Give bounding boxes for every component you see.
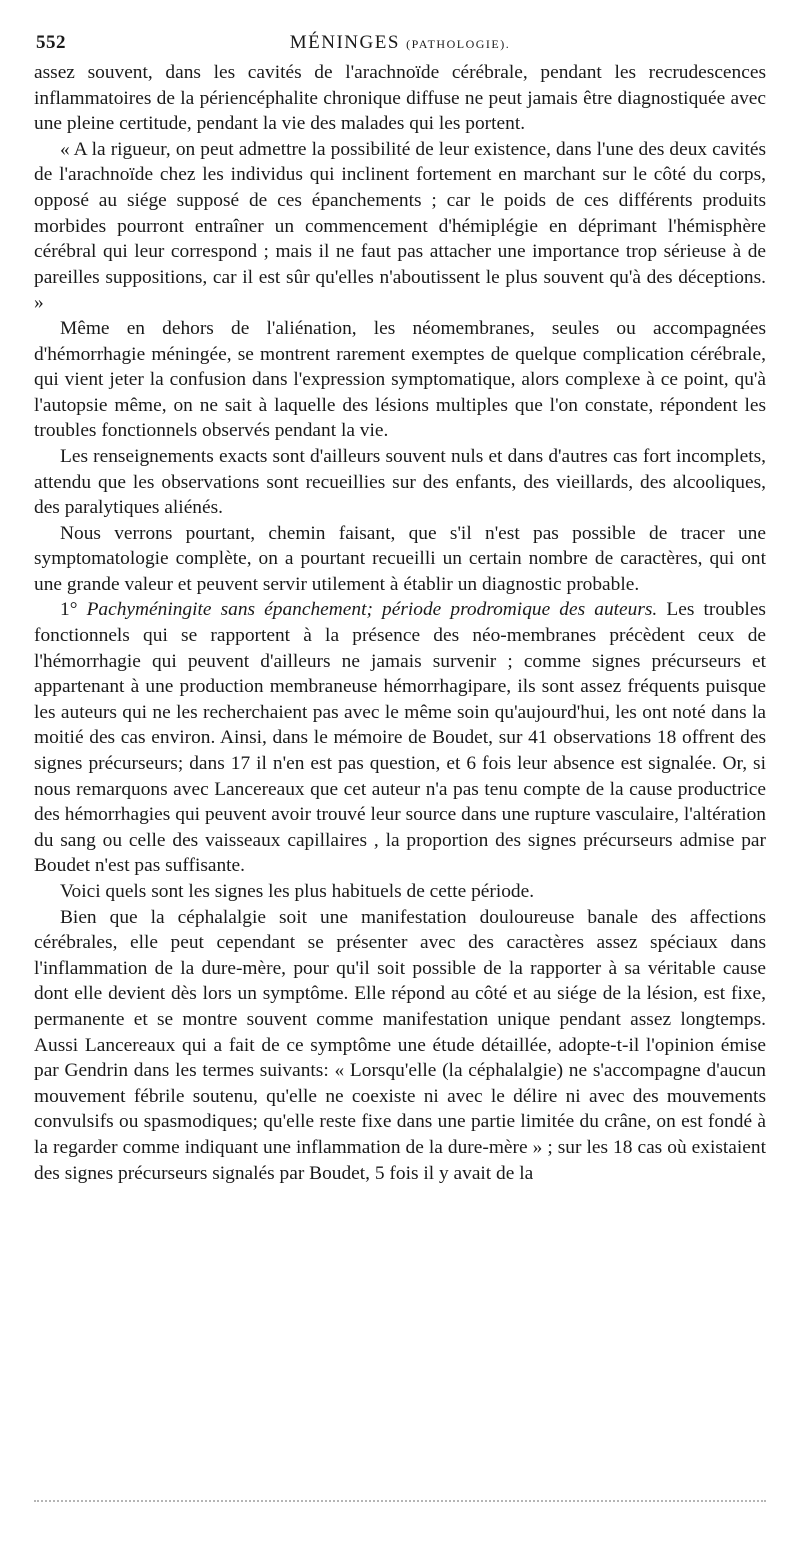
running-head [34, 26, 766, 60]
paragraph: Même en dehors de l'aliénation, les néomembranes, seules ou accompagnées d'hémorrhagie méningée, se montrent rarement exemptes de quelque complication cérébrale, qui vient jeter la confusion dans l'expression symptomatique, alors complexe à ce point, qu'à l'autopsie même, on ne sait à laquelle des lésions multiples que l'on constate, répondent les troubles fonctionnels observés pendant la vie. [34, 317, 766, 442]
section-paragraph [34, 597, 766, 879]
heading-title: MÉNINGES [289, 32, 400, 53]
page-heading [34, 32, 766, 54]
body-text [34, 60, 766, 1186]
book-page [34, 26, 766, 1186]
paragraph: Voici quels sont les signes les plus habituels de cette période. [60, 881, 535, 902]
section-text: Les troubles fonctionnels qui se rapportent à la présence des néo-membranes précèdent ceux de l'hémorrhagie qui peuvent d'ailleurs ne jamais survenir ; comme signes précurseurs et appartenant à une production membraneuse hémorrhagipare, ils sont assez fréquents puisque les auteurs qui ne les recherchaient pas avec le même soin qu'aujourd'hui, les ont noté dans la moitié des cas environ. Ainsi, dans le mémoire de Boudet, sur 41 observations 18 offrent des signes précurseurs; dans 17 il n'en est pas question, et 6 fois leur absence est signalée. Or, si nous remarquons avec Lancereaux que cet auteur n'a pas tenu compte de la cause productrice des hémorrhagies qui peuvent avoir trouvé leur source dans une rupture vasculaire, l'altération du sang ou celle des vaisseaux capillaires , la proportion des signes précurseurs admise par Boudet n'est pas suffisante. [34, 599, 766, 877]
footer-divider [34, 1500, 766, 1502]
section-number: 1° [60, 599, 78, 621]
paragraph: assez souvent, dans les cavités de l'arachnoïde cérébrale, pendant les recrudescences inflammatoires de la périencéphalite chronique diffuse ne peut jamais être diagnostiquée avec une pleine certitude, pendant la vie des malades qui les portent. [34, 62, 766, 135]
page-number: 552 [36, 32, 66, 53]
paragraph: Bien que la céphalalgie soit une manifestation douloureuse banale des affections cérébrales, elle peut cependant se présenter avec des caractères assez spéciaux dans l'inflammation de la dure-mère, pour qu'il soit possible de la rapporter à sa véritable cause dont elle devient dès lors un symptôme. Elle répond au côté et au siége de la lésion, est fixe, permanente et se montre souvent comme manifestation unique pendant assez longtemps. Aussi Lancereaux qui a fait de ce symptôme une étude détaillée, adopte-t-il l'opinion émise par Gendrin dans les termes suivants: « Lorsqu'elle (la céphalalgie) ne s'accompagne d'aucun mouvement fébrile soutenu, qu'elle ne coexiste ni avec le délire ni avec des mouvements convulsifs ou spasmodiques; qu'elle reste fixe dans une partie limitée du crâne, on est fondé à la regarder comme indiquant une inflammation de la dure-mère » ; sur les 18 cas où existaient des signes précurseurs signalés par Boudet, 5 fois il y avait de la [34, 906, 766, 1184]
section-heading: Pachyméningite sans épanchement; période prodromique des auteurs. [86, 599, 658, 621]
paragraph: Nous verrons pourtant, chemin faisant, que s'il n'est pas possible de tracer une symptomatologie complète, on a pourtant recueilli un certain nombre de caractères, qui ont une grande valeur et peuvent servir utilement à établir un diagnostic probable. [34, 522, 766, 595]
paragraph: Les renseignements exacts sont d'ailleurs souvent nuls et dans d'autres cas fort incomplets, attendu que les observations sont recueillies sur des enfants, des vieillards, des alcooliques, des paralytiques aliénés. [34, 445, 766, 519]
paragraph: « A la rigueur, on peut admettre la possibilité de leur existence, dans l'une des deux cavités de l'arachnoïde chez les individus qui inclinent fortement en marchant sur le côté du corps, opposé au siége supposé de ces épanchements ; car le poids de ces différents produits morbides pourront entraîner un commencement d'hémiplégie en déprimant l'hémisphère cérébral qui leur correspond ; mais il ne faut pas attacher une importance trop sérieuse à de pareilles suppositions, car il est sûr qu'elles n'aboutissent le plus souvent qu'à des déceptions. » [34, 138, 766, 314]
heading-subtitle: (PATHOLOGIE). [406, 37, 511, 51]
